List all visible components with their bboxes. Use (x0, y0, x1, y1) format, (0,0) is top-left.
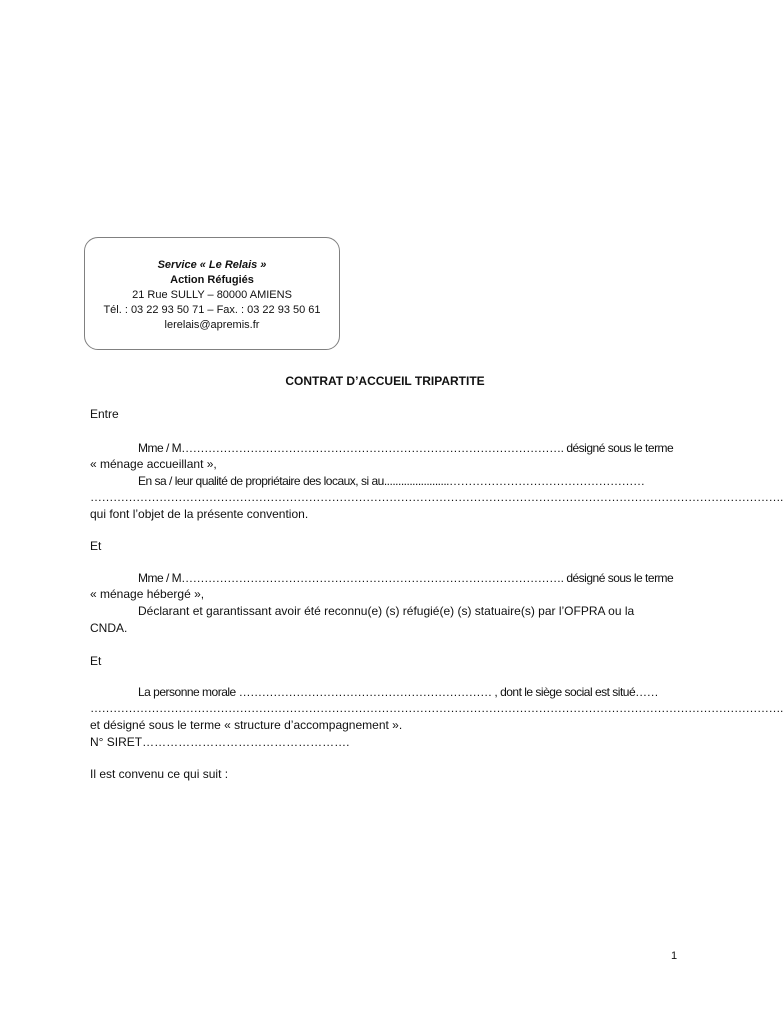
host-dotted-line: ………………………………………………………………………………………………………………………………………………………………. (90, 490, 783, 504)
host-convention-line: qui font l’objet de la présente convention. (90, 507, 309, 521)
guest-declaration-line: Déclarant et garantissant avoir été reconnu(e) (s) réfugié(e) (s) statuaire(s) par l’OFPRA ou la (138, 604, 635, 618)
legal-entity-line: La personne morale ………………………………………………………… , dont le siège social est situé…… (138, 685, 659, 699)
guest-declaration-end: CNDA. (90, 621, 128, 635)
service-name: Service « Le Relais » (157, 259, 267, 271)
host-term: « ménage accueillant », (90, 457, 217, 471)
address: 21 Rue SULLY – 80000 AMIENS (132, 289, 292, 301)
legal-term-line: et désigné sous le terme « structure d’accompagnement ». (90, 718, 403, 732)
legal-dotted-line: ………………………………………………………………………………………………………………………………………………………………. (90, 701, 783, 715)
siret-line: N° SIRET……………………………………………. (90, 735, 350, 749)
page-number: 1 (671, 950, 678, 962)
host-name-line: Mme / M………………………………………………………………………………………. désigné sous le terme (138, 441, 674, 455)
guest-name-line: Mme / M………………………………………………………………………………………. désigné sous le terme (138, 571, 674, 585)
agreed-line: Il est convenu ce qui suit : (90, 767, 229, 781)
guest-term: « ménage hébergé », (90, 587, 205, 601)
host-owner-line: En sa / leur qualité de propriétaire des locaux, si au.......................…………………………………………… (138, 474, 645, 488)
et-label-1: Et (90, 539, 102, 553)
document-title: CONTRAT D’ACCUEIL TRIPARTITE (285, 374, 485, 388)
entre-label: Entre (90, 407, 119, 421)
phone-fax: Tél. : 03 22 93 50 71 – Fax. : 03 22 93 50 61 (103, 304, 321, 316)
email: lerelais@apremis.fr (164, 319, 260, 331)
organization-name: Action Réfugiés (170, 274, 254, 286)
et-label-2: Et (90, 654, 102, 668)
